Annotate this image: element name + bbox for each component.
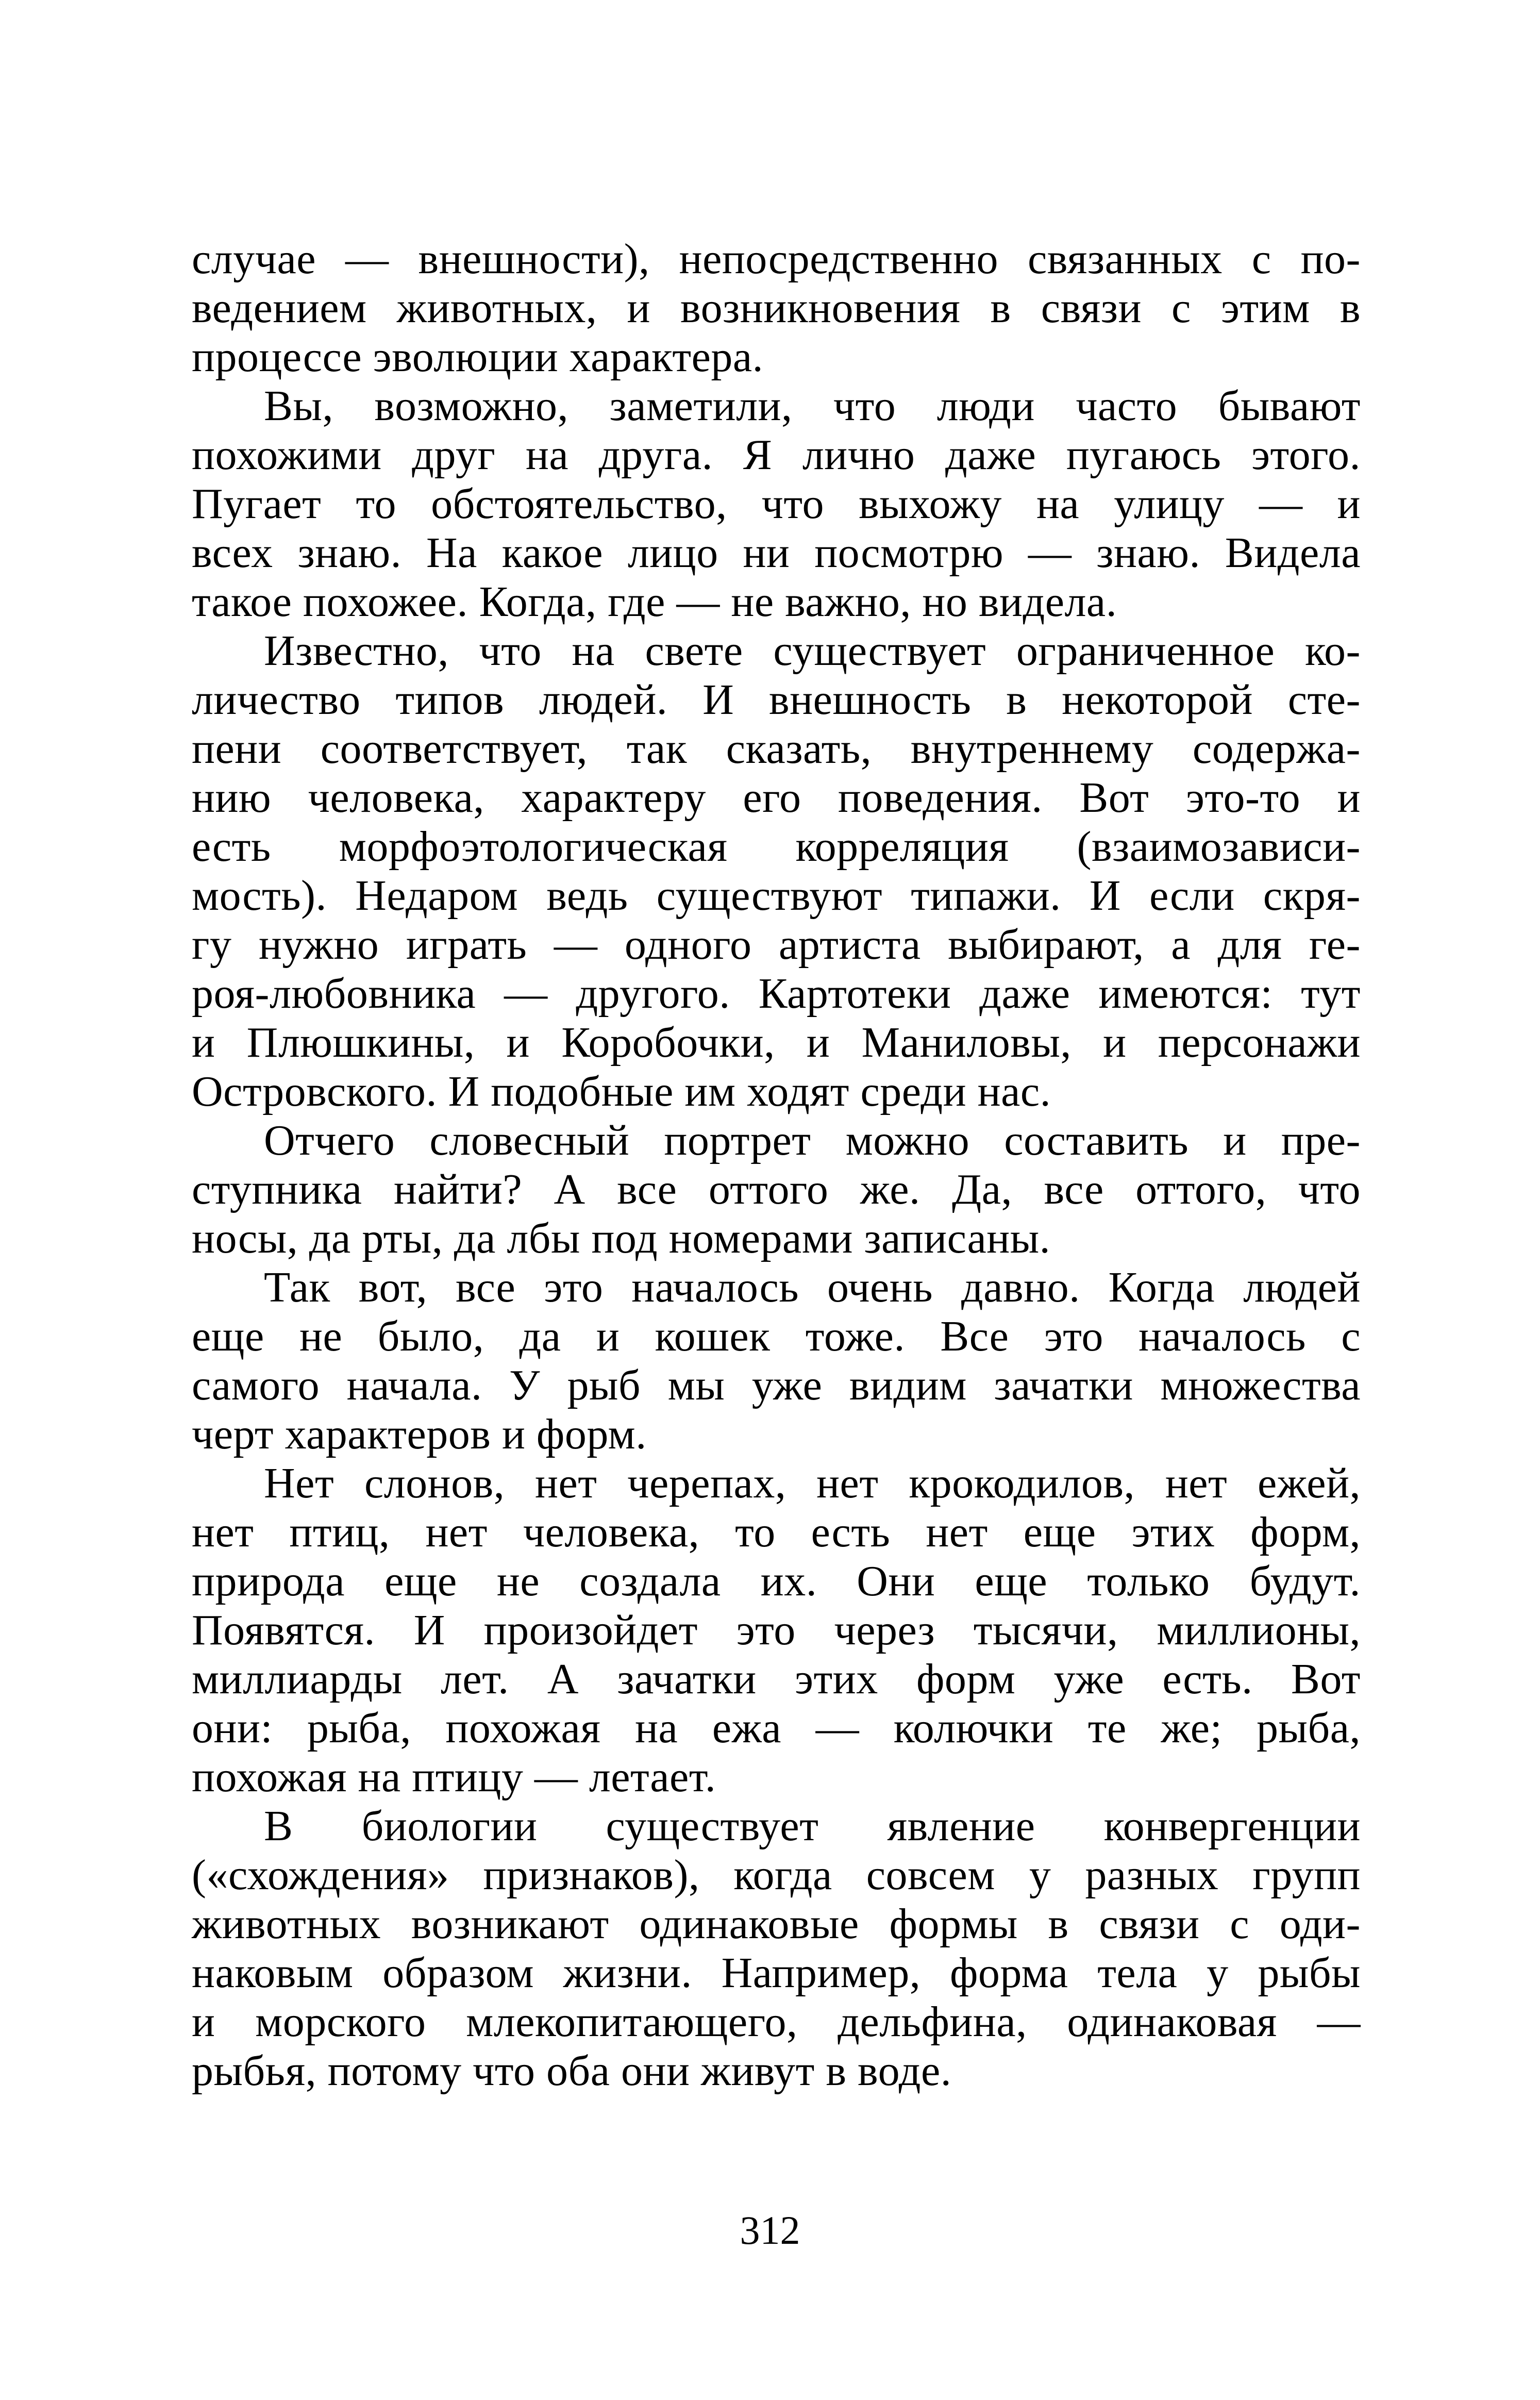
text-line: черт характеров и форм.: [192, 1410, 647, 1458]
paragraph-6: [192, 1459, 1361, 1802]
text-line: личество типов людей. И внешность в некоторой сте-: [192, 676, 1361, 724]
text-line: ведением животных, и возникновения в связи с этим в: [192, 284, 1361, 332]
paragraph-4: [192, 1116, 1361, 1263]
text-line: и морского млекопитающего, дельфина, одинаковая —: [192, 1998, 1361, 2046]
text-line: Островского. И подобные им ходят среди нас.: [192, 1068, 1051, 1115]
text-line: В биологии существует явление конвергенции: [264, 1802, 1361, 1850]
text-line: нию человека, характеру его поведения. Вот это-то и: [192, 774, 1361, 822]
text-line: Появятся. И произойдет это через тысячи, миллионы,: [192, 1606, 1361, 1654]
text-line: нет птиц, нет человека, то есть нет еще этих форм,: [192, 1508, 1361, 1556]
text-line: наковым образом жизни. Например, форма тела у рыбы: [192, 1949, 1361, 1997]
paragraph-7: [192, 1802, 1361, 2095]
text-line: («схождения» признаков), когда совсем у разных групп: [192, 1851, 1361, 1899]
text-line: еще не было, да и кошек тоже. Все это началось с: [192, 1312, 1361, 1360]
text-line: природа еще не создала их. Они еще только будут.: [192, 1557, 1361, 1605]
text-line: похожая на птицу — летает.: [192, 1753, 716, 1801]
text-line: и Плюшкины, и Коробочки, и Маниловы, и персонажи: [192, 1019, 1361, 1066]
text-line: всех знаю. На какое лицо ни посмотрю — знаю. Видела: [192, 529, 1361, 577]
text-line: носы, да рты, да лбы под номерами записаны.: [192, 1214, 1051, 1262]
text-line: Пугает то обстоятельство, что выхожу на улицу — и: [192, 480, 1361, 528]
paragraph-2: [192, 381, 1361, 626]
text-line: Вы, возможно, заметили, что люди часто бывают: [264, 382, 1361, 430]
text-line: Известно, что на свете существует ограниченное ко-: [264, 627, 1361, 675]
text-line: ступника найти? А все оттого же. Да, все оттого, что: [192, 1165, 1361, 1213]
text-line: гу нужно играть — одного артиста выбирают, а для ге-: [192, 921, 1361, 969]
text-line: животных возникают одинаковые формы в связи с оди-: [192, 1900, 1361, 1948]
text-line: процессе эволюции характера.: [192, 333, 764, 381]
text-line: Нет слонов, нет черепах, нет крокодилов, нет ежей,: [264, 1459, 1361, 1507]
text-line: рыбья, потому что оба они живут в воде.: [192, 2047, 952, 2095]
text-line: пени соответствует, так сказать, внутреннему содержа-: [192, 725, 1361, 773]
text-line: роя-любовника — другого. Картотеки даже имеются: тут: [192, 970, 1361, 1018]
text-line: такое похожее. Когда, где — не важно, но видела.: [192, 578, 1117, 626]
text-line: есть морфоэтологическая корреляция (взаимозависи-: [192, 823, 1361, 871]
text-line: мость). Недаром ведь существуют типажи. И если скря-: [192, 872, 1361, 920]
text-line: Отчего словесный портрет можно составить и пре-: [264, 1116, 1361, 1164]
text-line: самого начала. У рыб мы уже видим зачатки множества: [192, 1361, 1361, 1409]
paragraph-5: [192, 1263, 1361, 1459]
text-line: похожими друг на друга. Я лично даже пугаюсь этого.: [192, 431, 1361, 479]
text-line: они: рыба, похожая на ежа — колючки те же; рыба,: [192, 1704, 1361, 1752]
page-number: 312: [740, 2208, 800, 2253]
text-line: Так вот, все это началось очень давно. Когда людей: [264, 1263, 1361, 1311]
text-line: миллиарды лет. А зачатки этих форм уже есть. Вот: [192, 1655, 1361, 1703]
body-text: [192, 235, 1361, 2095]
paragraph-3: [192, 626, 1361, 1116]
text-line: случае — внешности), непосредственно связанных с по-: [192, 235, 1361, 283]
paragraph-1: [192, 235, 1361, 381]
